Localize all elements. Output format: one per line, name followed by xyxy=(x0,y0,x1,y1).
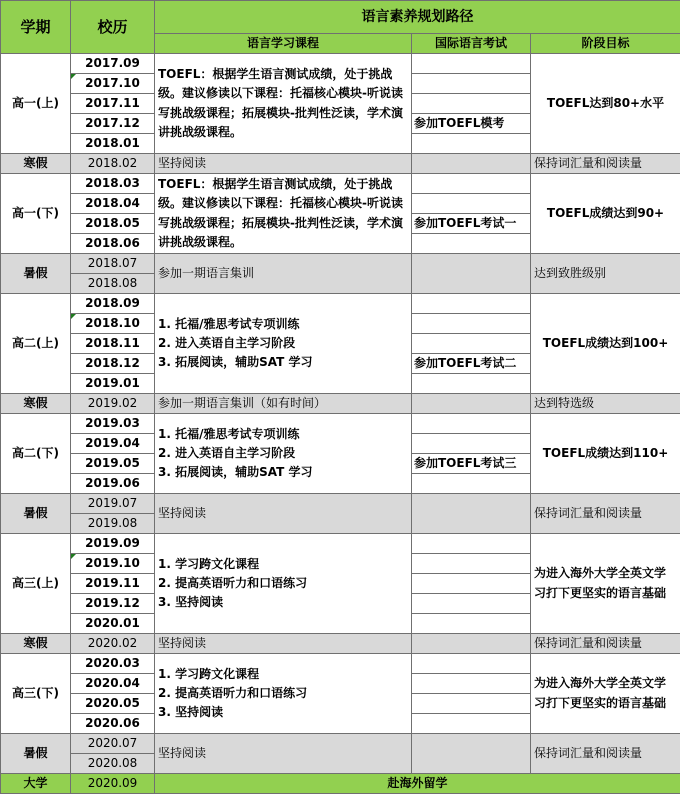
calendar-date: 2020.06 xyxy=(71,714,155,734)
exam-cell xyxy=(412,234,531,254)
calendar-date: 2020.01 xyxy=(71,614,155,634)
calendar-date: 2018.01 xyxy=(71,134,155,154)
semester-label: 高三(下) xyxy=(1,654,71,734)
calendar-date: 2017.10 xyxy=(71,74,155,94)
course-text: 坚持阅读 xyxy=(155,494,412,534)
vacation-label: 寒假 xyxy=(1,154,71,174)
exam-cell xyxy=(412,374,531,394)
course-list xyxy=(155,534,412,634)
course-text: 坚持阅读 xyxy=(155,734,412,774)
calendar-date: 2020.09 xyxy=(71,774,155,794)
exam-cell xyxy=(412,734,531,774)
course-text: TOEFL：根据学生语言测试成绩，处于挑战级。建议修读以下课程：托福核心模块-听说读写挑战级课程；拓展模块-批判性泛读，学术演讲挑战级课程。 xyxy=(155,54,412,154)
header-goal: 阶段目标 xyxy=(531,34,680,54)
exam-cell xyxy=(412,74,531,94)
course-line: 2. 进入英语自主学习阶段 xyxy=(158,334,408,353)
calendar-date: 2020.05 xyxy=(71,694,155,714)
calendar-date: 2018.12 xyxy=(71,354,155,374)
course-line: 2. 提高英语听力和口语练习 xyxy=(158,574,408,593)
calendar-date: 2019.12 xyxy=(71,594,155,614)
goal-text: TOEFL达到80+水平 xyxy=(531,54,680,154)
semester-label: 高三(上) xyxy=(1,534,71,634)
exam-text: 参加TOEFL考试一 xyxy=(412,214,531,234)
goal-text: TOEFL成绩达到110+ xyxy=(531,414,680,494)
calendar-date: 2019.04 xyxy=(71,434,155,454)
course-list xyxy=(155,414,412,494)
goal-text: TOEFL成绩达到100+ xyxy=(531,294,680,394)
vacation-label: 暑假 xyxy=(1,734,71,774)
semester-label: 高二(上) xyxy=(1,294,71,394)
exam-cell xyxy=(412,674,531,694)
course-line: 1. 托福/雅思考试专项训练 xyxy=(158,425,408,444)
header-course: 语言学习课程 xyxy=(155,34,412,54)
course-line: 1. 学习跨文化课程 xyxy=(158,665,408,684)
exam-text: 参加TOEFL考试三 xyxy=(412,454,531,474)
calendar-date: 2018.04 xyxy=(71,194,155,214)
calendar-date: 2018.02 xyxy=(71,154,155,174)
course-text: 坚持阅读 xyxy=(155,634,412,654)
course-text: TOEFL：根据学生语言测试成绩，处于挑战级。建议修读以下课程：托福核心模块-听说读写挑战级课程；拓展模块-批判性泛读，学术演讲挑战级课程。 xyxy=(155,174,412,254)
course-line: 1. 学习跨文化课程 xyxy=(158,555,408,574)
exam-cell xyxy=(412,94,531,114)
goal-text: 达到特选级 xyxy=(531,394,680,414)
goal-text: 为进入海外大学全英文学习打下更坚实的语言基础 xyxy=(531,534,680,634)
exam-cell xyxy=(412,134,531,154)
calendar-date: 2017.11 xyxy=(71,94,155,114)
exam-cell xyxy=(412,694,531,714)
calendar-date: 2020.02 xyxy=(71,634,155,654)
exam-cell xyxy=(412,434,531,454)
calendar-date: 2019.01 xyxy=(71,374,155,394)
calendar-date: 2018.07 xyxy=(71,254,155,274)
course-line: 3. 坚持阅读 xyxy=(158,703,408,722)
calendar-date: 2019.02 xyxy=(71,394,155,414)
calendar-date: 2019.07 xyxy=(71,494,155,514)
calendar-date: 2019.06 xyxy=(71,474,155,494)
calendar-date: 2020.03 xyxy=(71,654,155,674)
calendar-date: 2019.05 xyxy=(71,454,155,474)
exam-text: 参加TOEFL模考 xyxy=(412,114,531,134)
course-line: 1. 托福/雅思考试专项训练 xyxy=(158,315,408,334)
exam-cell xyxy=(412,294,531,314)
exam-cell xyxy=(412,614,531,634)
semester-label: 高一(下) xyxy=(1,174,71,254)
exam-cell xyxy=(412,594,531,614)
exam-cell xyxy=(412,414,531,434)
calendar-date: 2019.11 xyxy=(71,574,155,594)
exam-cell xyxy=(412,154,531,174)
exam-cell xyxy=(412,714,531,734)
calendar-date: 2018.10 xyxy=(71,314,155,334)
course-list xyxy=(155,654,412,734)
course-list xyxy=(155,294,412,394)
calendar-date: 2020.07 xyxy=(71,734,155,754)
exam-cell xyxy=(412,634,531,654)
exam-cell xyxy=(412,494,531,534)
calendar-date: 2019.10 xyxy=(71,554,155,574)
calendar-date: 2018.08 xyxy=(71,274,155,294)
calendar-date: 2020.04 xyxy=(71,674,155,694)
semester-label: 高一(上) xyxy=(1,54,71,154)
calendar-date: 2018.11 xyxy=(71,334,155,354)
header-exam: 国际语言考试 xyxy=(412,34,531,54)
semester-label: 高二(下) xyxy=(1,414,71,494)
goal-text: 保持词汇量和阅读量 xyxy=(531,154,680,174)
study-abroad-text: 赴海外留学 xyxy=(155,774,680,794)
page-title: 语言素养规划路径 xyxy=(155,1,680,34)
vacation-label: 暑假 xyxy=(1,254,71,294)
vacation-label: 寒假 xyxy=(1,634,71,654)
exam-cell xyxy=(412,534,531,554)
goal-text: 保持词汇量和阅读量 xyxy=(531,634,680,654)
course-text: 坚持阅读 xyxy=(155,154,412,174)
header-calendar: 校历 xyxy=(71,1,155,54)
calendar-date: 2019.09 xyxy=(71,534,155,554)
goal-text: 保持词汇量和阅读量 xyxy=(531,734,680,774)
exam-cell xyxy=(412,334,531,354)
course-text: 参加一期语言集训（如有时间） xyxy=(155,394,412,414)
goal-text: 达到致胜级别 xyxy=(531,254,680,294)
exam-cell xyxy=(412,394,531,414)
course-line: 3. 拓展阅读，辅助SAT 学习 xyxy=(158,353,408,372)
exam-cell xyxy=(412,654,531,674)
goal-text: 为进入海外大学全英文学习打下更坚实的语言基础 xyxy=(531,654,680,734)
goal-text: TOEFL成绩达到90+ xyxy=(531,174,680,254)
header-semester: 学期 xyxy=(1,1,71,54)
goal-text: 保持词汇量和阅读量 xyxy=(531,494,680,534)
calendar-date: 2017.09 xyxy=(71,54,155,74)
calendar-date: 2018.05 xyxy=(71,214,155,234)
vacation-label: 寒假 xyxy=(1,394,71,414)
course-line: 3. 坚持阅读 xyxy=(158,593,408,612)
exam-cell xyxy=(412,194,531,214)
calendar-date: 2018.06 xyxy=(71,234,155,254)
exam-cell xyxy=(412,54,531,74)
exam-cell xyxy=(412,254,531,294)
exam-cell xyxy=(412,314,531,334)
course-line: 2. 进入英语自主学习阶段 xyxy=(158,444,408,463)
exam-cell xyxy=(412,174,531,194)
exam-cell xyxy=(412,474,531,494)
calendar-date: 2018.09 xyxy=(71,294,155,314)
course-text: 参加一期语言集训 xyxy=(155,254,412,294)
exam-text: 参加TOEFL考试二 xyxy=(412,354,531,374)
calendar-date: 2020.08 xyxy=(71,754,155,774)
calendar-date: 2019.08 xyxy=(71,514,155,534)
course-line: 3. 拓展阅读，辅助SAT 学习 xyxy=(158,463,408,482)
course-line: 2. 提高英语听力和口语练习 xyxy=(158,684,408,703)
university-label: 大学 xyxy=(1,774,71,794)
exam-cell xyxy=(412,574,531,594)
calendar-date: 2018.03 xyxy=(71,174,155,194)
calendar-date: 2017.12 xyxy=(71,114,155,134)
exam-cell xyxy=(412,554,531,574)
calendar-date: 2019.03 xyxy=(71,414,155,434)
vacation-label: 暑假 xyxy=(1,494,71,534)
